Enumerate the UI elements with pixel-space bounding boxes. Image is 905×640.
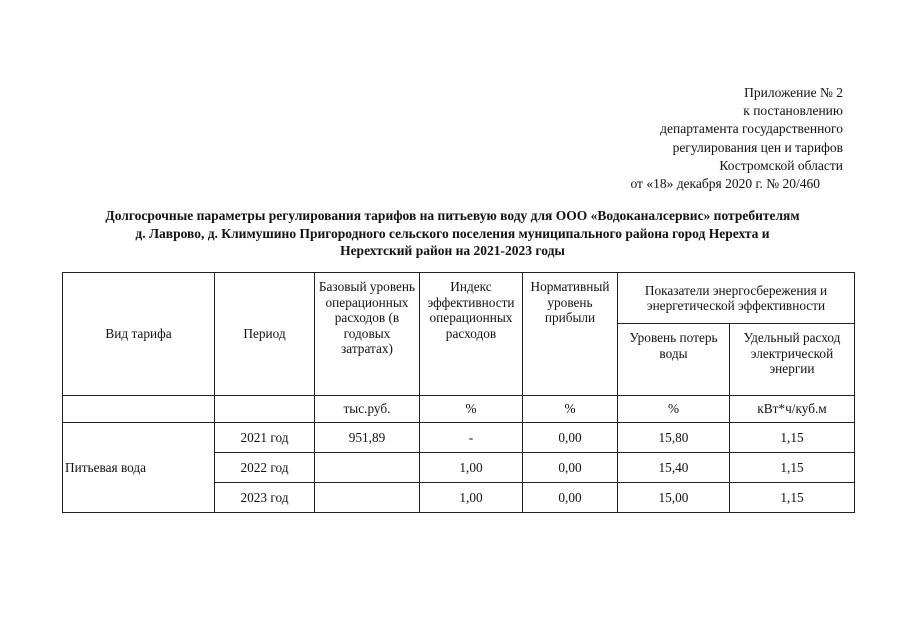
header-period: Период (215, 273, 315, 396)
efficiency-index-cell: 1,00 (420, 483, 523, 513)
appendix-line: Костромской области (719, 157, 843, 173)
efficiency-index-cell: - (420, 423, 523, 453)
period-cell: 2022 год (215, 453, 315, 483)
tariff-name-cell: Питьевая вода (63, 423, 215, 513)
table-row (63, 423, 855, 453)
water-loss-cell: 15,00 (618, 483, 730, 513)
efficiency-index-cell: 1,00 (420, 453, 523, 483)
unit-profit-norm: % (523, 396, 618, 423)
header-water-loss: Уровень потерь воды (618, 324, 730, 396)
header-electricity: Удельный расход электрической энергии (730, 324, 855, 396)
base-level-cell (315, 453, 420, 483)
profit-norm-cell: 0,00 (523, 483, 618, 513)
electricity-cell: 1,15 (730, 423, 855, 453)
profit-norm-cell: 0,00 (523, 423, 618, 453)
unit-electricity: кВт*ч/куб.м (730, 396, 855, 423)
unit-base-level: тыс.руб. (315, 396, 420, 423)
electricity-cell: 1,15 (730, 483, 855, 513)
appendix-line: департамента государственного (660, 121, 843, 137)
water-loss-cell: 15,80 (618, 423, 730, 453)
header-energy-group: Показатели энергосбережения и энергетической эффективности (618, 273, 855, 324)
appendix-line: Приложение № 2 (744, 85, 843, 100)
title-line: Нерехтский район на 2021-2023 годы (340, 243, 565, 258)
header-profit-norm: Нормативный уровень прибыли (523, 273, 618, 396)
document-title (40, 207, 865, 260)
profit-norm-cell: 0,00 (523, 453, 618, 483)
header-base-level: Базовый уровень операционных расходов (в годовых затратах) (315, 273, 420, 396)
appendix-line: к постановлению (743, 103, 843, 119)
period-cell: 2021 год (215, 423, 315, 453)
unit-empty-cell (63, 396, 215, 423)
appendix-line: регулирования цен и тарифов (672, 139, 843, 155)
period-cell: 2023 год (215, 483, 315, 513)
appendix-block (630, 84, 843, 193)
base-level-cell: 951,89 (315, 423, 420, 453)
unit-efficiency-index: % (420, 396, 523, 423)
header-efficiency-index: Индекс эффективности операционных расходов (420, 273, 523, 396)
water-loss-cell: 15,40 (618, 453, 730, 483)
title-line: д. Лаврово, д. Климушино Пригородного сельского поселения муниципального района город Нерехта и (135, 225, 770, 241)
title-line: Долгосрочные параметры регулирования тарифов на питьевую воду для ООО «Водоканалсервис» потребителям (105, 208, 800, 223)
appendix-date-line: от «18» декабря 2020 г. № 20/460 (630, 176, 820, 192)
electricity-cell: 1,15 (730, 453, 855, 483)
header-tariff-type: Вид тарифа (63, 273, 215, 396)
unit-empty-cell (215, 396, 315, 423)
base-level-cell (315, 483, 420, 513)
tariff-parameters-table (62, 272, 855, 513)
unit-water-loss: % (618, 396, 730, 423)
